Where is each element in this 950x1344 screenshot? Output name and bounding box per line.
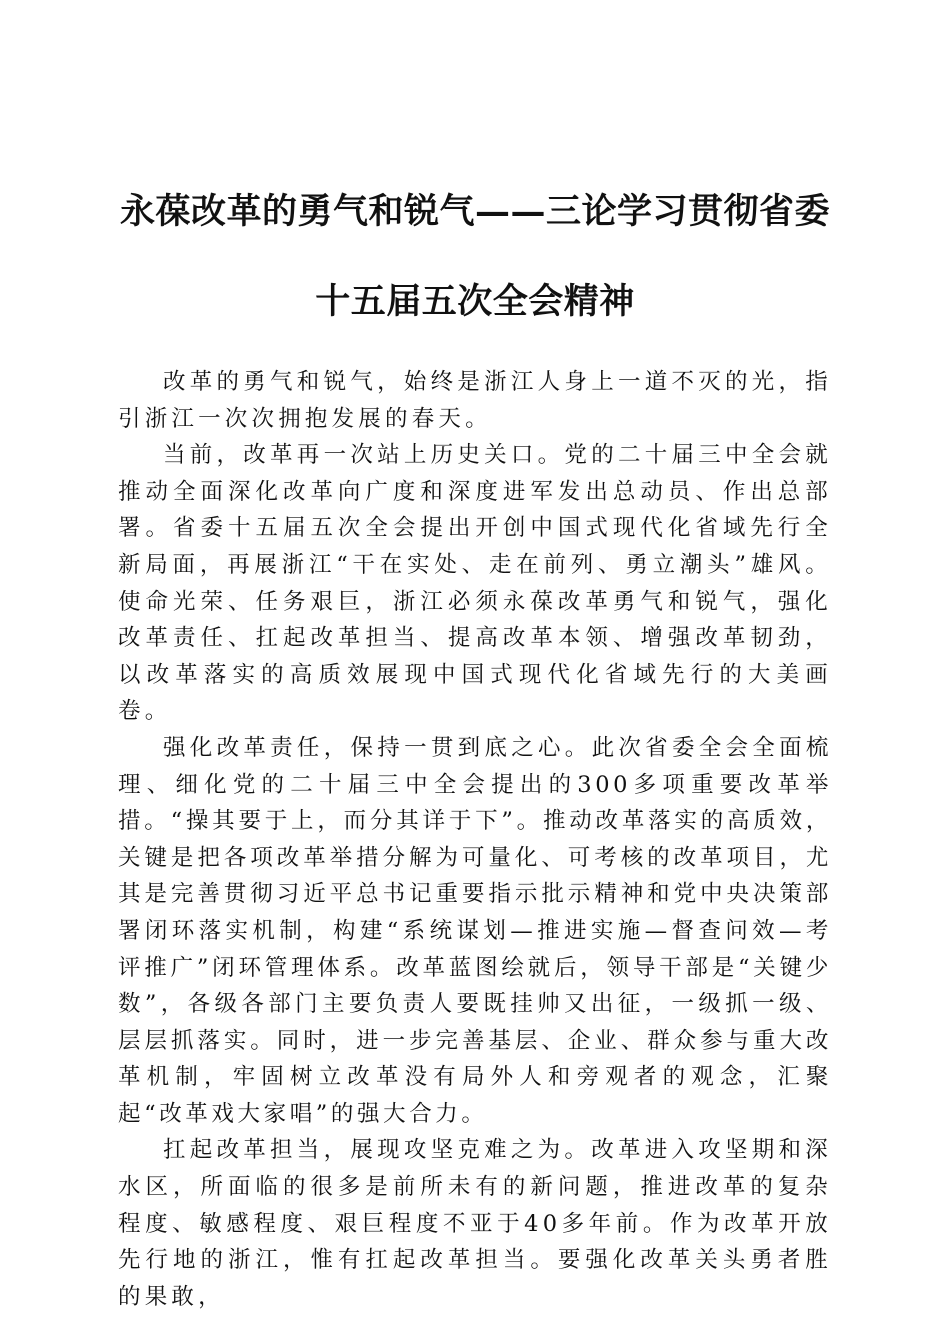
title-line-2: 十五届五次全会精神 xyxy=(315,281,635,322)
paragraph-2: 当前，改革再一次站上历史关口。党的二十届三中全会就推动全面深化改革向广度和深度进军发出总动员、作出总部署。省委十五届五次全会提出开创中国式现代化省域先行全新局面，再展浙江“干在实处、走在前列、勇立潮头”雄风。使命光荣、任务艰巨，浙江必须永葆改革勇气和锐气，强化改革责任、扛起改革担当、提高改革本领、增强改革韧劲，以改革落实的高质效展现中国式现代化省域先行的大美画卷。 xyxy=(118,442,832,725)
document-title xyxy=(100,188,850,326)
paragraph-4: 扛起改革担当，展现攻坚克难之为。改革进入攻坚期和深水区，所面临的很多是前所未有的新问题，推进改革的复杂程度、敏感程度、艰巨程度不亚于40多年前。作为改革开放先行地的浙江，惟有扛起改革担当。要强化改革关头勇者胜的果敢， xyxy=(118,1137,832,1310)
title-line-1: 永葆改革的勇气和锐气——三论学习贯彻省委 xyxy=(119,191,830,232)
paragraph-3: 强化改革责任，保持一贯到底之心。此次省委全会全面梳理、细化党的二十届三中全会提出的300多项重要改革举措。“操其要于上，而分其详于下”。推动改革落实的高质效，关键是把各项改革举措分解为可量化、可考核的改革项目，尤其是完善贯彻习近平总书记重要指示批示精神和党中央决策部署闭环落实机制，构建“系统谋划—推进实施—督查问效—考评推广”闭环管理体系。改革蓝图绘就后，领导干部是“关键少数”，各级各部门主要负责人要既挂帅又出征，一级抓一级、层层抓落实。同时，进一步完善基层、企业、群众参与重大改革机制，牢固树立改革没有局外人和旁观者的观念，汇聚起“改革戏大家唱”的强大合力。 xyxy=(118,734,832,1127)
document-body xyxy=(118,364,832,1315)
paragraph-1: 改革的勇气和锐气，始终是浙江人身上一道不灭的光，指引浙江一次次拥抱发展的春天。 xyxy=(118,369,832,432)
